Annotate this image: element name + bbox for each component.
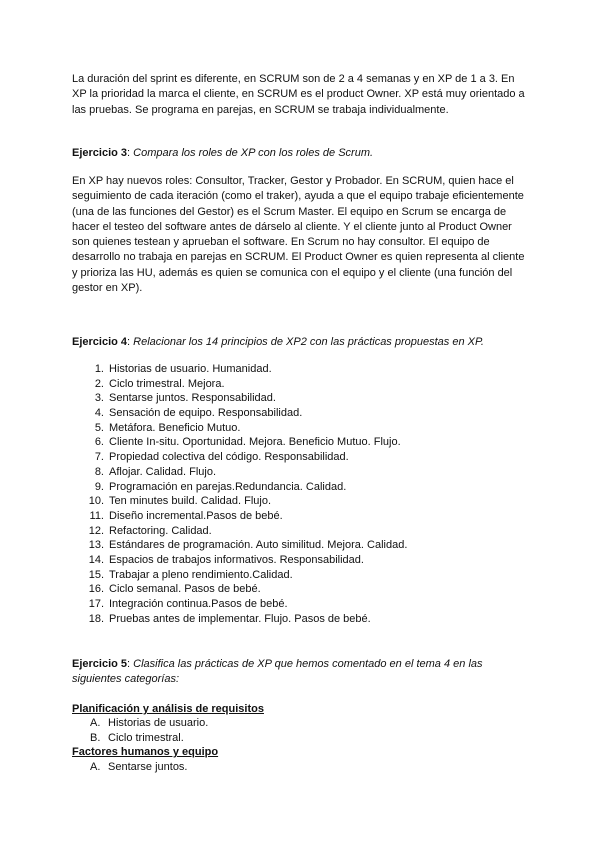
list-item: 8. Aflojar. Calidad. Flujo.	[94, 465, 216, 478]
list-item: 9. Programación en parejas.Redundancia. Calidad.	[94, 480, 347, 493]
list-item: 4. Sensación de equipo. Responsabilidad.	[94, 407, 303, 420]
list-item: 3. Sentarse juntos. Responsabilidad.	[94, 392, 276, 405]
exercise-5-title: Ejercicio 5	[72, 658, 128, 670]
principles-list	[72, 362, 512, 626]
category-heading-human-factors: Factores humanos y equipo	[72, 746, 219, 758]
list-item: 11. Diseño incremental.Pasos de bebé.	[89, 509, 283, 522]
exercise-5-heading: Ejercicio 5: Clasifica las prácticas de XP que hemos comentado en el tema 4 en las siguientes categorías:	[72, 658, 483, 686]
list-item: A. Sentarse juntos.	[90, 761, 188, 773]
intro-paragraph: La duración del sprint es diferente, en SCRUM son de 2 a 4 semanas y en XP de 1 a 3. En XP la prioridad la marca el cliente, en SCRUM es el product Owner. XP está muy orientado a las pruebas. Se programa en parejas, en SCRUM se trabaja individualmente.	[72, 73, 525, 116]
list-item: 13. Estándares de programación. Auto similitud. Mejora. Calidad.	[88, 539, 408, 552]
exercise-4-prompt: Relacionar los 14 principios de XP2 con las prácticas propuestas en XP.	[133, 336, 484, 348]
exercise-3-title: Ejercicio 3	[72, 147, 128, 159]
list-item: 15. Trabajar a pleno rendimiento.Calidad.	[88, 568, 293, 581]
category-heading-planning: Planificación y análisis de requisitos	[72, 703, 264, 715]
exercise-4-title: Ejercicio 4	[72, 336, 128, 348]
exercise-3-heading: Ejercicio 3: Compara los roles de XP con los roles de Scrum.	[72, 147, 374, 159]
list-item: 16. Ciclo semanal. Pasos de bebé.	[88, 583, 261, 596]
exercise-3-prompt: Compara los roles de XP con los roles de Scrum.	[133, 147, 374, 159]
list-item: 6. Cliente In-situ. Oportunidad. Mejora. Beneficio Mutuo. Flujo.	[94, 436, 401, 449]
list-item: 12. Refactoring. Calidad.	[88, 524, 212, 537]
list-item: A. Historias de usuario.	[90, 717, 209, 729]
list-item: 2. Ciclo trimestral. Mejora.	[94, 377, 225, 390]
exercise-4-heading: Ejercicio 4: Relacionar los 14 principios de XP2 con las prácticas propuestas en XP.	[72, 336, 484, 348]
list-item: 14. Espacios de trabajos informativos. Responsabilidad.	[88, 553, 364, 566]
exercise-5-prompt: Clasifica las prácticas de XP que hemos comentado en el tema 4 en las siguientes categorías:	[72, 658, 483, 686]
list-item: 10. Ten minutes build. Calidad. Flujo.	[88, 495, 272, 508]
list-item: 17. Integración continua.Pasos de bebé.	[88, 598, 288, 610]
list-item: 7. Propiedad colectiva del código. Responsabilidad.	[94, 451, 349, 464]
list-item: 18. Pruebas antes de implementar. Flujo. Pasos de bebé.	[88, 612, 371, 625]
list-item: B. Ciclo trimestral.	[90, 732, 184, 744]
list-item: 1. Historias de usuario. Humanidad.	[94, 363, 272, 375]
exercise-3-answer: En XP hay nuevos roles: Consultor, Tracker, Gestor y Probador. En SCRUM, quien hace el seguimiento de cada iteración (como el traker), ayuda a que el equipo trabaje eficientemente (una de las funciones del Gestor) es el Scrum Master. El equipo en Scrum se encarga de hacer el testeo del software antes de dárselo al cliente. Y el cliente junto al Product Owner son quienes testean y aprueban el software. En Scrum no hay consultor. El equipo de desarrollo no trabaja en parejas en SCRUM. El Product Owner es quien representa al cliente y prioriza las HU, además es quien se comunica con el equipo y el cliente (una función del gestor en XP).	[72, 175, 525, 295]
list-item: 5. Metáfora. Beneficio Mutuo.	[94, 421, 241, 434]
